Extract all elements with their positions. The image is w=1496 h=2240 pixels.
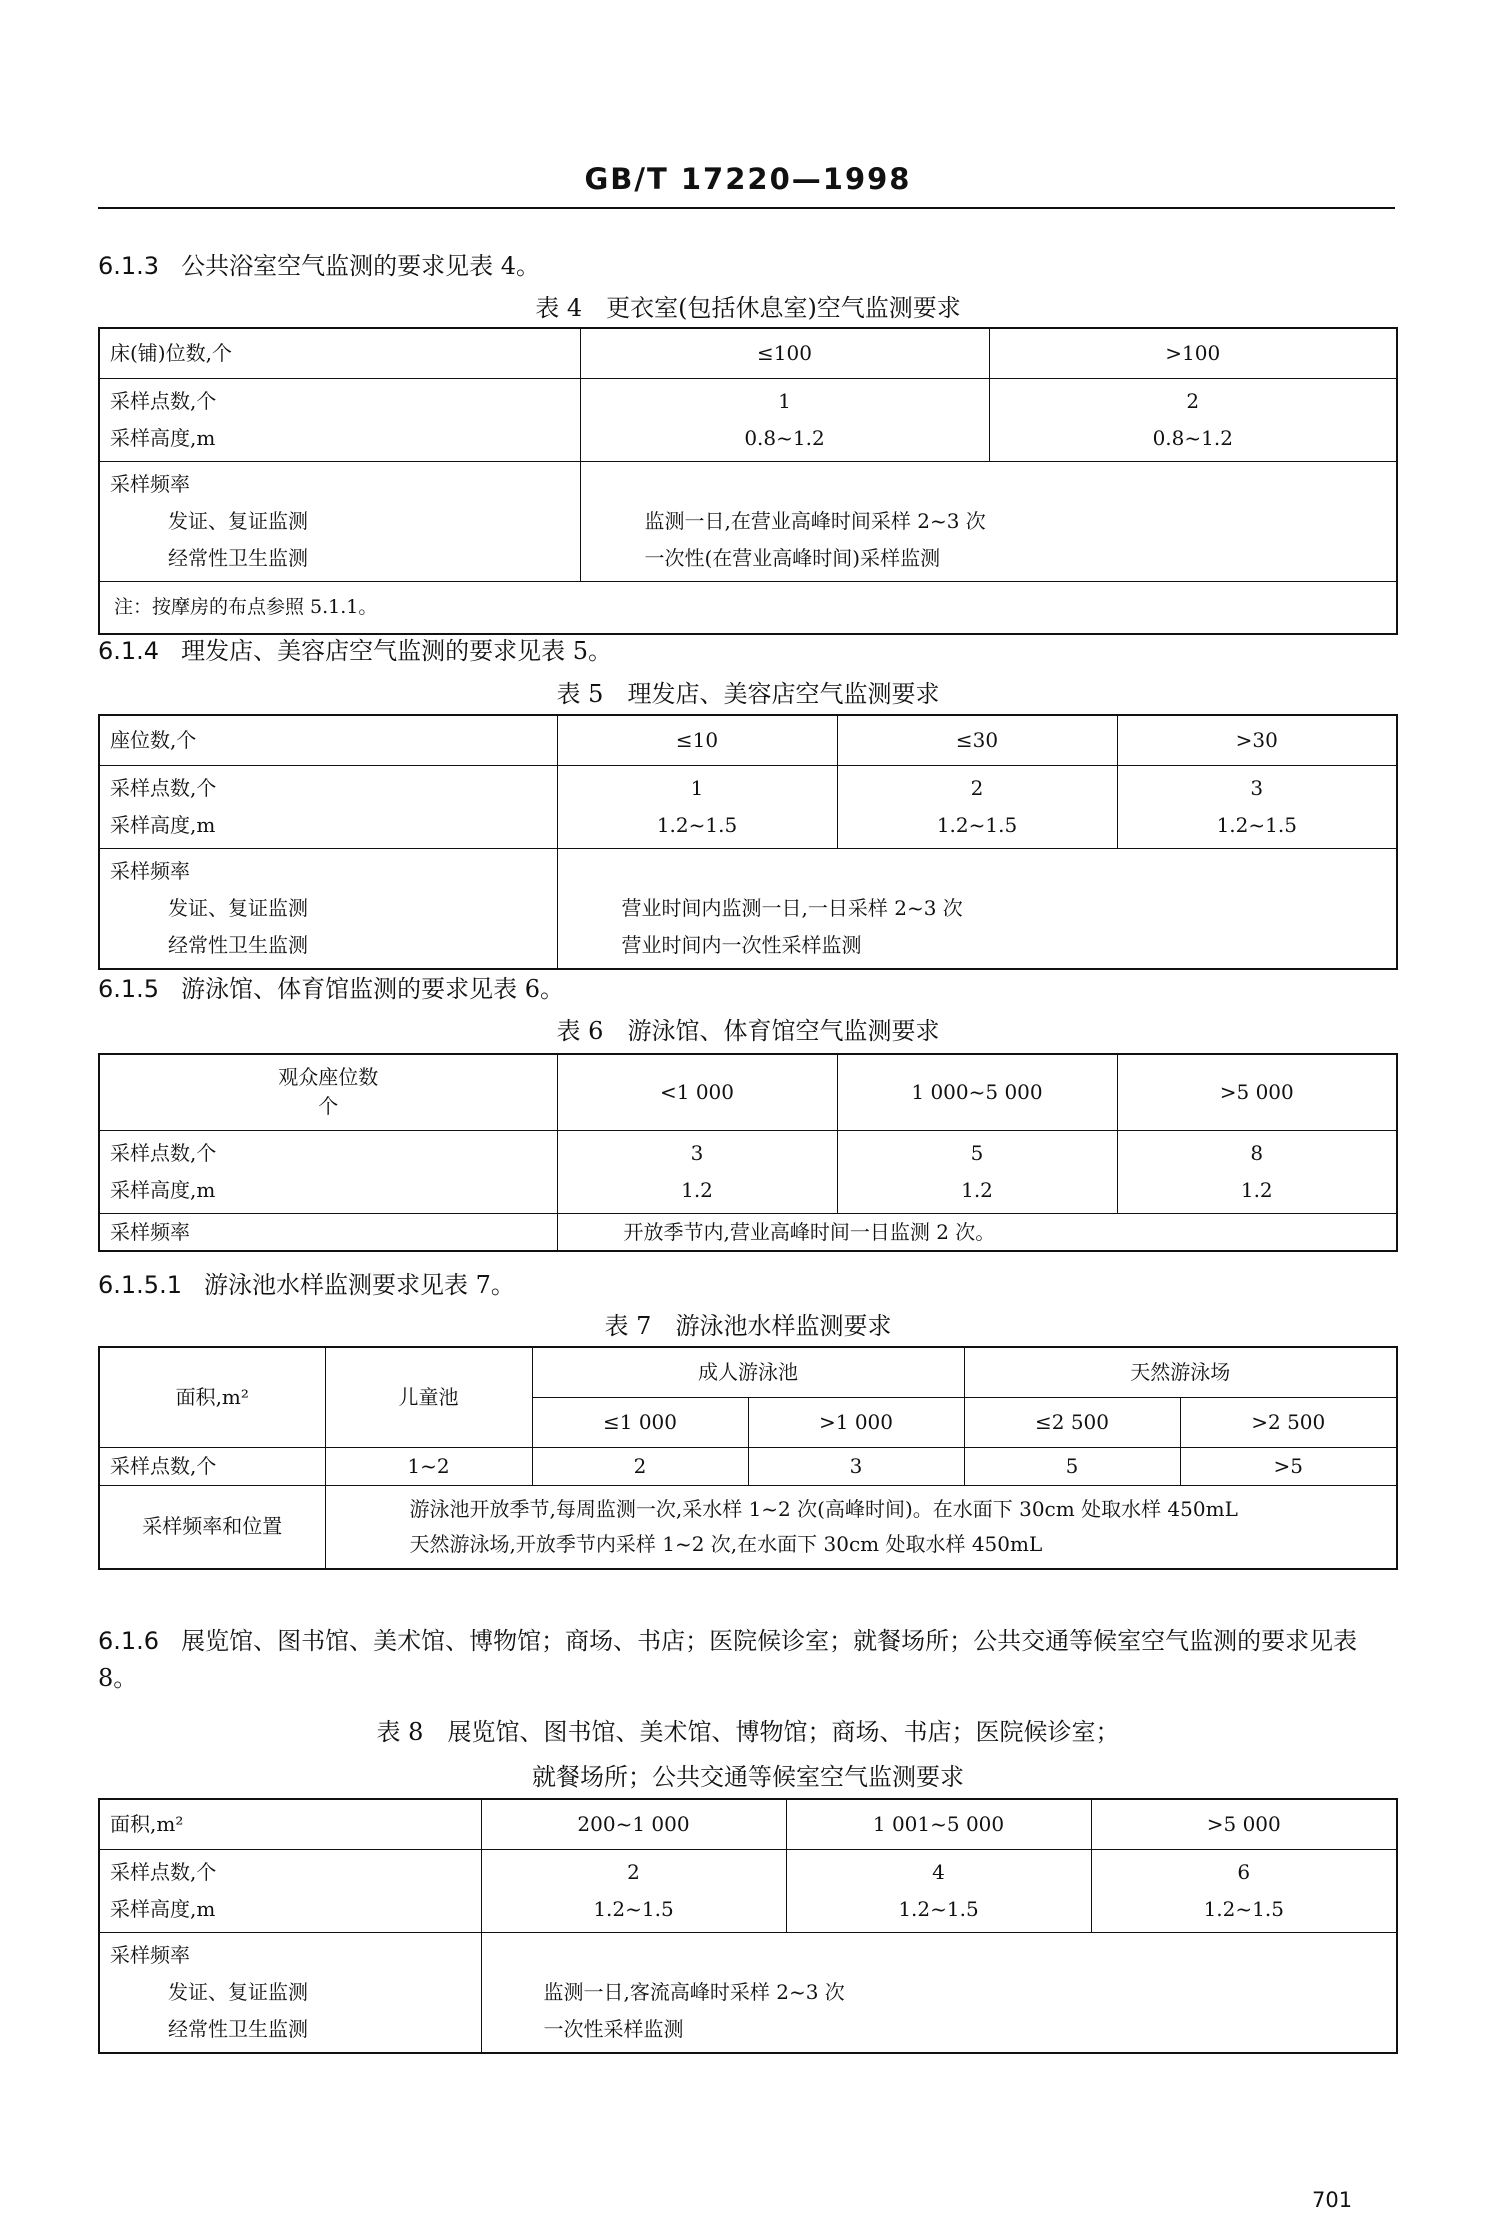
section-6-1-6 xyxy=(98,1623,1394,1697)
t5-col2-points: 2 xyxy=(970,775,984,800)
table-5-caption: 表 5 理发店、美容店空气监测要求 xyxy=(556,680,940,708)
t6-col2-points: 5 xyxy=(970,1140,984,1165)
t5-header-le30: ≤30 xyxy=(837,715,1117,765)
section-6-1-5 xyxy=(98,969,564,1004)
t4-height-label: 采样高度,m xyxy=(110,425,216,450)
t7-points-label: 采样点数,个 xyxy=(99,1447,325,1485)
t5-header-le10: ≤10 xyxy=(557,715,837,765)
table-8 xyxy=(98,1798,1398,2054)
t8-col1-values xyxy=(481,1849,786,1932)
t5-freq-labels xyxy=(99,848,557,969)
t6-points-label: 采样点数,个 xyxy=(110,1140,217,1165)
header-rule xyxy=(98,207,1395,209)
t4-col1-points: 1 xyxy=(778,388,791,413)
t7-points-child: 1~2 xyxy=(325,1447,532,1485)
t5-col1-height: 1.2~1.5 xyxy=(656,812,738,837)
t7-freq-values xyxy=(325,1485,1397,1569)
t8-header-gt5000: >5 000 xyxy=(1091,1799,1397,1849)
t4-note: 注：按摩房的布点参照 5.1.1。 xyxy=(99,581,1397,634)
table-7 xyxy=(98,1346,1398,1570)
t7-points-adult-large: 3 xyxy=(748,1447,964,1485)
t4-freq-label: 采样频率 xyxy=(110,471,190,496)
t8-header-200-1000: 200~1 000 xyxy=(481,1799,786,1849)
t6-header-1000-5000: 1 000~5 000 xyxy=(837,1054,1117,1130)
section-number: 6.1.3 xyxy=(98,252,160,280)
section-number: 6.1.5 xyxy=(98,975,160,1003)
table-8-caption-line1: 表 8 展览馆、图书馆、美术馆、博物馆；商场、书店；医院候诊室； xyxy=(376,1718,1120,1746)
t5-col3-height: 1.2~1.5 xyxy=(1216,812,1297,837)
t7-freq-label: 采样频率和位置 xyxy=(99,1485,325,1569)
table-4-caption: 表 4 更衣室(包括休息室)空气监测要求 xyxy=(535,294,961,322)
section-number: 6.1.5.1 xyxy=(98,1271,182,1299)
t8-points-label: 采样点数,个 xyxy=(110,1859,217,1884)
table-5 xyxy=(98,714,1398,970)
t5-freq-routine-value: 营业时间内一次性采样监测 xyxy=(621,932,862,957)
t8-col3-height: 1.2~1.5 xyxy=(1203,1896,1284,1921)
t8-header-label: 面积,m² xyxy=(99,1799,481,1849)
t8-col2-values xyxy=(786,1849,1091,1932)
t6-col1-height: 1.2 xyxy=(681,1177,713,1202)
section-text: 理发店、美容店空气监测的要求见表 5。 xyxy=(181,637,612,665)
t6-header-label-line2: 个 xyxy=(318,1094,339,1119)
page-header: GB/T 17220—1998 xyxy=(584,162,912,196)
t7-natural-gt2500: >2 500 xyxy=(1180,1397,1397,1447)
t6-header-lt1000: <1 000 xyxy=(557,1054,837,1130)
t8-freq-cert-label: 发证、复证监测 xyxy=(168,1979,308,2004)
t8-col3-values xyxy=(1091,1849,1397,1932)
t8-freq-routine-label: 经常性卫生监测 xyxy=(168,2016,308,2041)
section-text: 游泳馆、体育馆监测的要求见表 6。 xyxy=(181,975,564,1003)
section-6-1-4 xyxy=(98,631,612,666)
t4-col1-values xyxy=(580,378,989,461)
t5-col1-points: 1 xyxy=(690,775,704,800)
t4-freq-cert-label: 发证、复证监测 xyxy=(168,508,308,533)
t8-row-labels xyxy=(99,1849,481,1932)
t4-freq-labels xyxy=(99,461,580,581)
section-number: 6.1.4 xyxy=(98,637,160,665)
table-6 xyxy=(98,1053,1398,1252)
t6-header-label xyxy=(99,1054,557,1130)
t8-freq-cert-value: 监测一日,客流高峰时采样 2~3 次 xyxy=(543,1979,845,2004)
t5-freq-cert-label: 发证、复证监测 xyxy=(168,895,308,920)
section-text: 公共浴室空气监测的要求见表 4。 xyxy=(181,252,540,280)
t6-header-gt5000: >5 000 xyxy=(1117,1054,1397,1130)
t8-col3-points: 6 xyxy=(1237,1859,1251,1884)
t8-freq-label: 采样频率 xyxy=(110,1942,190,1967)
t4-col2-points: 2 xyxy=(1186,388,1200,413)
t4-freq-values xyxy=(580,461,1397,581)
t7-natural-le2500: ≤2 500 xyxy=(964,1397,1180,1447)
t6-freq-value: 开放季节内,营业高峰时间一日监测 2 次。 xyxy=(557,1213,1397,1251)
t5-col2-values xyxy=(837,765,1117,848)
t7-points-natural-large: >5 xyxy=(1180,1447,1397,1485)
t8-freq-labels xyxy=(99,1932,481,2053)
table-7-caption: 表 7 游泳池水样监测要求 xyxy=(604,1312,892,1340)
t7-header-adult-pool: 成人游泳池 xyxy=(532,1347,964,1397)
t5-col3-points: 3 xyxy=(1250,775,1264,800)
t6-height-label: 采样高度,m xyxy=(110,1177,216,1202)
t6-freq-label: 采样频率 xyxy=(99,1213,557,1251)
t5-row-labels xyxy=(99,765,557,848)
t7-adult-le1000: ≤1 000 xyxy=(532,1397,748,1447)
t4-header-label: 床(铺)位数,个 xyxy=(99,328,580,378)
t6-col3-height: 1.2 xyxy=(1240,1177,1273,1202)
t7-header-natural-swim: 天然游泳场 xyxy=(964,1347,1397,1397)
t4-freq-routine-label: 经常性卫生监测 xyxy=(168,545,308,570)
table-4 xyxy=(98,327,1398,635)
section-number: 6.1.6 xyxy=(98,1627,160,1655)
t7-header-area: 面积,m² xyxy=(99,1347,325,1447)
t5-freq-values xyxy=(557,848,1397,969)
t5-col1-values xyxy=(557,765,837,848)
t8-col2-points: 4 xyxy=(932,1859,945,1884)
t5-col2-height: 1.2~1.5 xyxy=(936,812,1018,837)
t8-header-1001-5000: 1 001~5 000 xyxy=(786,1799,1091,1849)
t5-col3-values xyxy=(1117,765,1397,848)
table-6-caption: 表 6 游泳馆、体育馆空气监测要求 xyxy=(556,1017,940,1045)
t4-header-gt100: >100 xyxy=(989,328,1397,378)
t4-freq-cert-value: 监测一日,在营业高峰时间采样 2~3 次 xyxy=(644,508,986,533)
t5-freq-label: 采样频率 xyxy=(110,858,190,883)
t6-col1-points: 3 xyxy=(690,1140,704,1165)
t8-col1-points: 2 xyxy=(627,1859,640,1884)
t8-height-label: 采样高度,m xyxy=(110,1896,216,1921)
t4-freq-routine-value: 一次性(在营业高峰时间)采样监测 xyxy=(644,545,941,570)
t4-row-labels xyxy=(99,378,580,461)
section-6-1-3 xyxy=(98,246,540,281)
t4-col2-height: 0.8~1.2 xyxy=(1152,425,1233,450)
t5-freq-cert-value: 营业时间内监测一日,一日采样 2~3 次 xyxy=(621,895,963,920)
table-8-caption-line2: 就餐场所；公共交通等候室空气监测要求 xyxy=(532,1763,964,1791)
t7-points-adult-small: 2 xyxy=(532,1447,748,1485)
t6-col3-points: 8 xyxy=(1250,1140,1264,1165)
t7-adult-gt1000: >1 000 xyxy=(748,1397,964,1447)
t4-header-le100: ≤100 xyxy=(580,328,989,378)
t7-freq-natural: 天然游泳场,开放季节内采样 1~2 次,在水面下 30cm 处取水样 450mL xyxy=(409,1531,1043,1556)
t7-freq-pool: 游泳池开放季节,每周监测一次,采水样 1~2 次(高峰时间)。在水面下 30cm 处取水样 450mL xyxy=(409,1496,1238,1521)
t4-points-label: 采样点数,个 xyxy=(110,388,217,413)
page-number: 701 xyxy=(1312,2188,1353,2212)
t4-col1-height: 0.8~1.2 xyxy=(744,425,825,450)
t4-col2-values xyxy=(989,378,1397,461)
t6-col2-values xyxy=(837,1130,1117,1213)
t6-col3-values xyxy=(1117,1130,1397,1213)
section-text: 展览馆、图书馆、美术馆、博物馆；商场、书店；医院候诊室；就餐场所；公共交通等候室空气监测的要求见表 8。 xyxy=(98,1627,1358,1693)
t7-header-child-pool: 儿童池 xyxy=(325,1347,532,1447)
section-text: 游泳池水样监测要求见表 7。 xyxy=(203,1271,515,1299)
t6-col1-values xyxy=(557,1130,837,1213)
t8-col2-height: 1.2~1.5 xyxy=(898,1896,979,1921)
t8-freq-values xyxy=(481,1932,1397,2053)
t8-freq-routine-value: 一次性采样监测 xyxy=(543,2016,684,2041)
t6-col2-height: 1.2 xyxy=(961,1177,993,1202)
t8-col1-height: 1.2~1.5 xyxy=(593,1896,674,1921)
t5-header-gt30: >30 xyxy=(1117,715,1397,765)
section-6-1-5-1 xyxy=(98,1265,515,1300)
t7-points-natural-small: 5 xyxy=(964,1447,1180,1485)
t5-points-label: 采样点数,个 xyxy=(110,775,217,800)
t5-freq-routine-label: 经常性卫生监测 xyxy=(168,932,308,957)
t5-height-label: 采样高度,m xyxy=(110,812,216,837)
t6-header-label-line1: 观众座位数 xyxy=(278,1065,379,1090)
t5-header-label: 座位数,个 xyxy=(99,715,557,765)
t6-row-labels xyxy=(99,1130,557,1213)
